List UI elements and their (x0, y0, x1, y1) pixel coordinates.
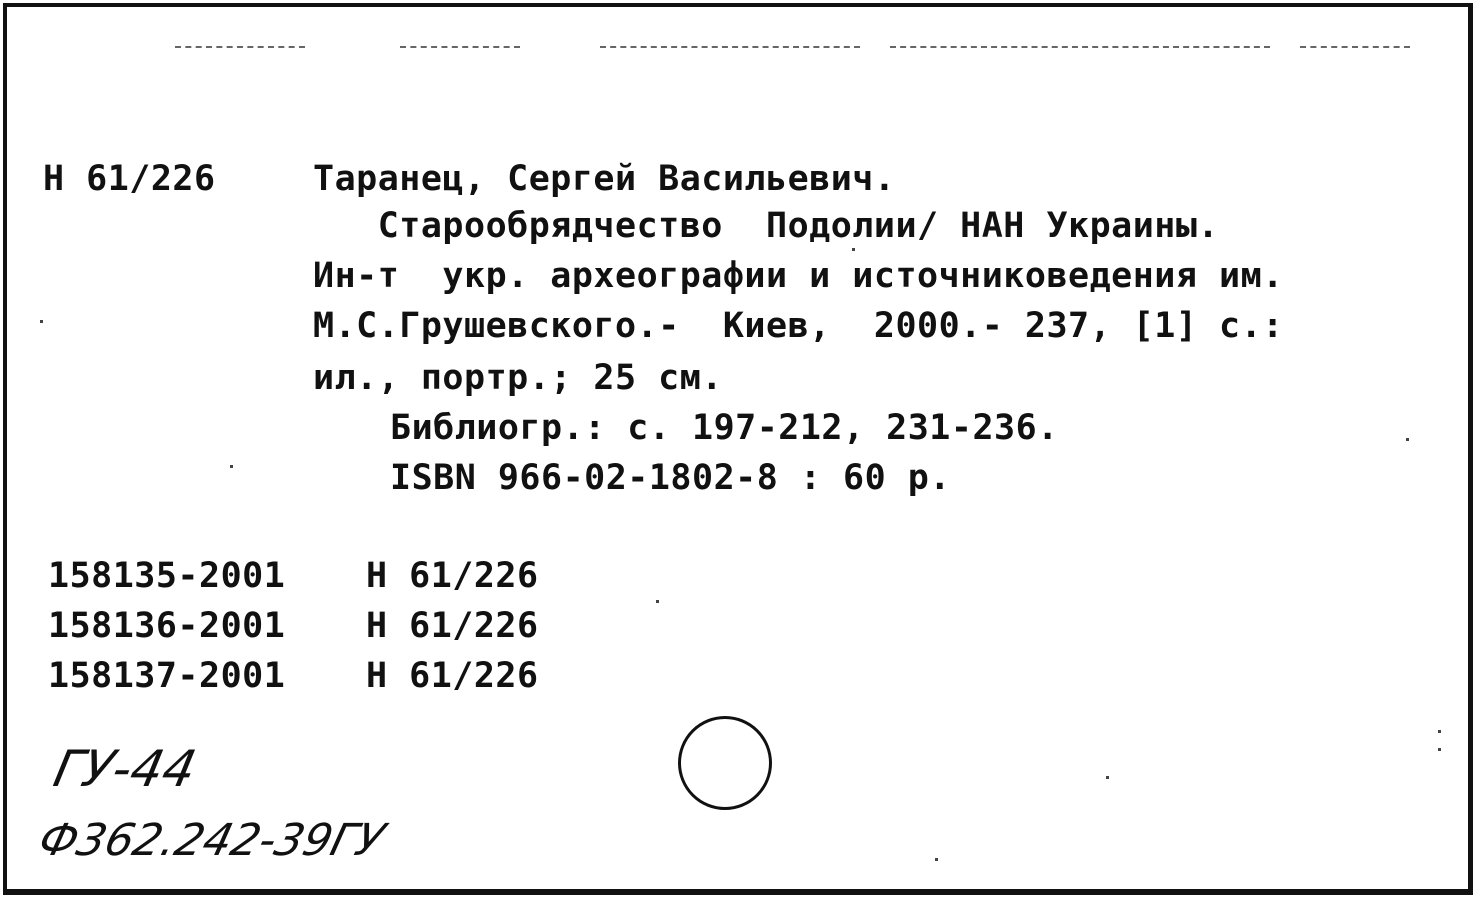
author-heading: Таранец, Сергей Васильевич. (313, 159, 896, 199)
bibliography-note: Библиогр.: с. 197-212, 231-236. (390, 408, 1059, 448)
holding-shelf: Н 61/226 (366, 656, 539, 696)
top-dashed-line (600, 46, 860, 48)
holding-shelf: Н 61/226 (366, 556, 539, 596)
scan-speck (1438, 748, 1441, 751)
holding-shelf: Н 61/226 (366, 606, 539, 646)
scan-speck (1406, 438, 1409, 441)
holding-inventory: 158137-2001 (48, 656, 286, 696)
handwritten-shelfmark: Ф362.242-39ГУ (33, 815, 390, 866)
top-dashed-line (175, 46, 305, 48)
scan-speck (1106, 776, 1109, 779)
top-dashed-line (1300, 46, 1410, 48)
scan-speck (852, 248, 855, 251)
scan-speck (40, 320, 43, 323)
isbn-line: ISBN 966-02-1802-8 : 60 р. (390, 458, 951, 498)
punch-hole (678, 716, 772, 810)
scan-speck (1438, 730, 1441, 733)
title-line: Ин-т укр. археографии и источниковедения им. (313, 256, 1284, 296)
scan-speck (230, 465, 233, 468)
call-number: Н 61/226 (43, 159, 216, 199)
imprint-line: М.С.Грушевского.- Киев, 2000.- 237, [1] с.: (313, 306, 1284, 346)
scan-speck (656, 600, 659, 603)
title-line: Старообрядчество Подолии/ НАН Украины. (313, 206, 1220, 246)
handwritten-note: ГУ-44 (48, 740, 202, 798)
holding-inventory: 158136-2001 (48, 606, 286, 646)
top-dashed-line (400, 46, 520, 48)
top-dashed-line (890, 46, 1270, 48)
collation-line: ил., портр.; 25 см. (313, 358, 723, 398)
scan-speck (935, 858, 938, 861)
holding-inventory: 158135-2001 (48, 556, 286, 596)
